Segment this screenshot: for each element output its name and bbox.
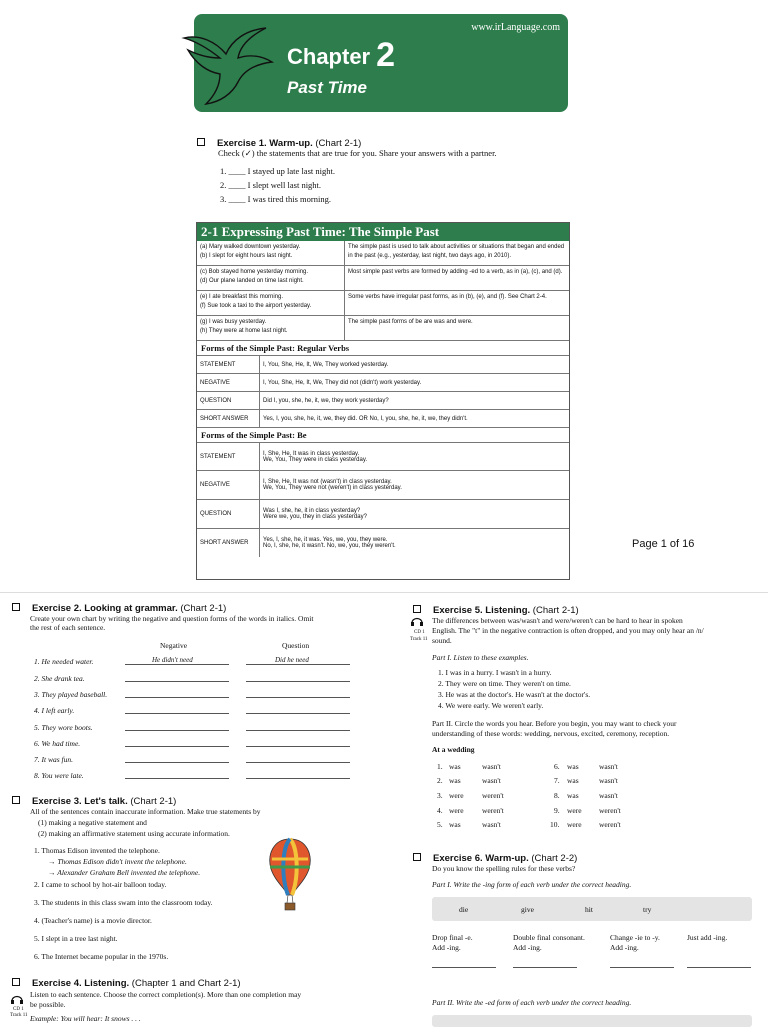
heading-label: Add -ing.: [432, 943, 461, 952]
verb-word: try: [643, 905, 652, 914]
exercise-6-line: Do you know the spelling rules for these verbs?: [432, 864, 576, 873]
swallow-logo-icon: [180, 20, 276, 106]
answer-blank[interactable]: [246, 762, 350, 763]
exercise-5-example: 1. I was in a hurry. I wasn't in a hurry.: [438, 668, 552, 677]
checkbox-icon: [12, 603, 20, 611]
answer-blank[interactable]: [125, 778, 229, 779]
exercise-2-item: 7. It was fun.: [34, 755, 73, 764]
choice-option[interactable]: weren't: [599, 820, 621, 829]
answer-blank[interactable]: [513, 967, 577, 968]
choice-option[interactable]: was: [449, 776, 461, 785]
heading-label: Just add -ing.: [687, 933, 728, 942]
example-question: Did he need: [275, 656, 309, 664]
checkbox-icon: [12, 978, 20, 986]
answer-blank[interactable]: [125, 713, 229, 714]
choice-option[interactable]: were: [449, 806, 464, 815]
choice-option[interactable]: were: [449, 791, 464, 800]
page-indicator: Page 1 of 16: [632, 538, 695, 550]
track-label: Track 11: [10, 1013, 28, 1018]
verb-word: hit: [585, 905, 593, 914]
exercise-2-item: 6. We had time.: [34, 739, 81, 748]
choice-option[interactable]: wasn't: [599, 791, 618, 800]
exercise-2-item: 1. He needed water.: [34, 657, 94, 666]
chart-row: (e) I ate breakfast this morning. (f) Sue took a taxi to the airport yesterday. Some verbs have irregular past forms, as in (b), (e), and (f). See Chart 2-4.: [197, 291, 569, 316]
choice-option[interactable]: was: [567, 762, 579, 771]
checkbox-icon: [197, 138, 205, 146]
exercise-5-part2: Part II. Circle the words you hear. Before you begin, you may want to check your: [432, 719, 677, 728]
exercise-4-example: Example: You will hear: It snows . . .: [30, 1014, 141, 1023]
at-a-wedding-heading: At a wedding: [432, 745, 475, 754]
answer-blank[interactable]: [125, 697, 229, 698]
section-heading: Forms of the Simple Past: Regular Verbs: [197, 341, 569, 356]
choice-option[interactable]: weren't: [482, 806, 504, 815]
exercise-2-item: 4. I left early.: [34, 706, 75, 715]
exercise-5-example: 4. We were early. We weren't early.: [438, 701, 544, 710]
exercise-5-example: 3. He was at the doctor's. He wasn't at the doctor's.: [438, 690, 591, 699]
heading-label: Add -ing.: [610, 943, 639, 952]
chart-row: (a) Mary walked downtown yesterday. (b) I slept for eight hours last night. The simple past is used to talk about activities or situations that began and ended in the past (e.g., yesterday, last night, two days ago, in 2010).: [197, 241, 569, 266]
exercise-1-item: 2. ____ I slept well last night.: [220, 180, 322, 190]
exercise-2-item: 2. She drank tea.: [34, 674, 85, 683]
chart-title: 2-1 Expressing Past Time: The Simple Past: [197, 223, 569, 241]
exercise-2-instruction: the rest of each sentence.: [30, 623, 106, 632]
checkbox-icon: [413, 853, 421, 861]
exercise-2-item: 3. They played baseball.: [34, 690, 108, 699]
choice-option[interactable]: was: [449, 762, 461, 771]
exercise-5-title: Exercise 5. Listening. (Chart 2-1): [413, 605, 579, 616]
answer-blank[interactable]: [246, 681, 350, 682]
cd-label: CD 1: [414, 630, 425, 635]
answer-blank[interactable]: [246, 664, 350, 665]
cd-label: CD 1: [13, 1007, 24, 1012]
answer-blank[interactable]: [246, 697, 350, 698]
verb-bank: [432, 1015, 752, 1027]
chapter-subtitle: Past Time: [287, 78, 368, 97]
section-heading: Forms of the Simple Past: Be: [197, 428, 569, 443]
exercise-6-part2: Part II. Write the -ed form of each verb under the correct heading.: [432, 998, 632, 1007]
item-number: 2.: [437, 776, 443, 785]
headphones-icon: [10, 992, 24, 1006]
item-number: 6.: [554, 762, 560, 771]
exercise-2-item: 8. You were late.: [34, 771, 84, 780]
choice-option[interactable]: were: [567, 806, 582, 815]
exercise-3-title: Exercise 3. Let's talk. (Chart 2-1): [12, 796, 176, 807]
choice-option[interactable]: was: [567, 776, 579, 785]
checkbox-icon: [413, 605, 421, 613]
exercise-3-item: 4. (Teacher's name) is a movie director.: [34, 916, 152, 925]
headphones-icon: [410, 614, 424, 628]
column-question: Question: [282, 641, 310, 650]
choice-option[interactable]: was: [567, 791, 579, 800]
exercise-3-item: 3. The students in this class swam into the classroom today.: [34, 898, 213, 907]
answer-blank[interactable]: [125, 730, 229, 731]
exercise-5-line: The differences between was/wasn't and were/weren't can be hard to hear in spoken: [432, 616, 683, 625]
choice-option[interactable]: was: [449, 820, 461, 829]
exercise-3-line: (2) making an affirmative statement using accurate information.: [38, 829, 230, 838]
exercise-2-title: Exercise 2. Looking at grammar. (Chart 2-1): [12, 603, 226, 614]
answer-blank[interactable]: [246, 746, 350, 747]
form-row: NEGATIVE I, She, He, It was not (wasn't) in class yesterday. We, You, They were not (weren't) in class yesterday.: [197, 471, 569, 500]
item-number: 1.: [437, 762, 443, 771]
answer-blank[interactable]: [125, 746, 229, 747]
choice-option[interactable]: wasn't: [482, 820, 501, 829]
answer-blank[interactable]: [246, 713, 350, 714]
choice-option[interactable]: weren't: [599, 806, 621, 815]
exercise-3-example: → Thomas Edison didn't invent the telephone.: [48, 857, 187, 866]
exercise-4-line: be possible.: [30, 1000, 66, 1009]
exercise-5-example: 2. They were on time. They weren't on time.: [438, 679, 571, 688]
exercise-1: Exercise 1. Warm-up. (Chart 2-1): [197, 138, 361, 149]
exercise-5-part1: Part I. Listen to these examples.: [432, 653, 529, 662]
chart-row: (c) Bob stayed home yesterday morning. (d) Our plane landed on time last night. Most simple past verbs are formed by adding -ed to a verb, as in (a), (c), and (d).: [197, 266, 569, 291]
answer-blank[interactable]: [246, 778, 350, 779]
grammar-chart-2-1: [196, 222, 570, 580]
exercise-3-line: All of the sentences contain inaccurate information. Make true statements by: [30, 807, 261, 816]
exercise-4-title: Exercise 4. Listening. (Chapter 1 and Chart 2-1): [12, 978, 241, 989]
heading-label: Add -ing.: [513, 943, 542, 952]
answer-blank[interactable]: [610, 967, 674, 968]
choice-option[interactable]: were: [567, 820, 582, 829]
item-number: 5.: [437, 820, 443, 829]
checkbox-icon: [12, 796, 20, 804]
exercise-3-item: 5. I slept in a tree last night.: [34, 934, 118, 943]
exercise-5-part2: understanding of these words: wedding, nervous, excited, ceremony, reception.: [432, 729, 670, 738]
exercise-1-item: 3. ____ I was tired this morning.: [220, 194, 331, 204]
form-row: QUESTION Did I, you, she, he, it, we, they work yesterday?: [197, 392, 569, 410]
answer-blank[interactable]: [125, 681, 229, 682]
form-row: QUESTION Was I, she, he, it in class yesterday? Were we, you, they in class yesterday?: [197, 500, 569, 529]
form-row: SHORT ANSWER Yes, I, you, she, he, it, we, they did. OR No, I, you, she, he, it, we, they didn't.: [197, 410, 569, 428]
heading-label: Change -ie to -y.: [610, 933, 660, 942]
form-row: STATEMENT I, She, He, It was in class yesterday. We, You, They were in class yesterday.: [197, 443, 569, 471]
example-negative: He didn't need: [152, 656, 193, 664]
form-row: SHORT ANSWER Yes, I, she, he, it was. Yes, we, you, they were. No, I, she, he, it wasn't. No, we, you, they weren't.: [197, 529, 569, 557]
choice-option[interactable]: wasn't: [482, 762, 501, 771]
item-number: 7.: [554, 776, 560, 785]
hot-air-balloon-illustration: [265, 837, 315, 911]
answer-blank[interactable]: [432, 967, 496, 968]
exercise-2-instruction: Create your own chart by writing the negative and question forms of the words in italics. Omit: [30, 614, 314, 623]
answer-blank[interactable]: [125, 664, 229, 665]
item-number: 10.: [550, 820, 560, 829]
exercise-3-example: → Alexander Graham Bell invented the telephone.: [48, 868, 201, 877]
column-negative: Negative: [160, 641, 188, 650]
form-row: NEGATIVE I, You, She, He, It, We, They did not (didn't) work yesterday.: [197, 374, 569, 392]
exercise-1-item: 1. ____ I stayed up late last night.: [220, 166, 335, 176]
exercise-2-item: 5. They wore boots.: [34, 723, 93, 732]
verb-word: give: [521, 905, 534, 914]
answer-blank[interactable]: [687, 967, 751, 968]
exercise-6-title: Exercise 6. Warm-up. (Chart 2-2): [413, 853, 577, 864]
chapter-banner: [194, 14, 568, 112]
exercise-3-item: 6. The Internet became popular in the 1970s.: [34, 952, 169, 961]
verb-word: die: [459, 905, 469, 914]
exercise-3-line: (1) making a negative statement and: [38, 818, 147, 827]
choice-option[interactable]: wasn't: [599, 762, 618, 771]
chapter-title: Chapter 2: [287, 36, 396, 74]
site-url: www.irLanguage.com: [471, 22, 560, 33]
choice-option[interactable]: wasn't: [599, 776, 618, 785]
chart-row: (g) I was busy yesterday. (h) They were at home last night. The simple past forms of be are was and were.: [197, 316, 569, 341]
exercise-5-line: sound.: [432, 636, 452, 645]
heading-label: Drop final -e.: [432, 933, 473, 942]
exercise-1-instruction: Check (✓) the statements that are true for you. Share your answers with a partner.: [218, 148, 497, 158]
track-label: Track 11: [410, 637, 428, 642]
heading-label: Double final consonant.: [513, 933, 585, 942]
item-number: 8.: [554, 791, 560, 800]
exercise-4-line: Listen to each sentence. Choose the correct completion(s). More than one completion may: [30, 990, 302, 999]
item-number: 4.: [437, 806, 443, 815]
exercise-3-item: 1. Thomas Edison invented the telephone.: [34, 846, 160, 855]
choice-option[interactable]: wasn't: [482, 776, 501, 785]
answer-blank[interactable]: [125, 762, 229, 763]
item-number: 9.: [554, 806, 560, 815]
answer-blank[interactable]: [246, 730, 350, 731]
form-row: STATEMENT I, You, She, He, It, We, They worked yesterday.: [197, 356, 569, 374]
choice-option[interactable]: weren't: [482, 791, 504, 800]
exercise-5-line: English. The "t" in the negative contraction is often dropped, and you may only hear an /n/: [432, 626, 704, 635]
item-number: 3.: [437, 791, 443, 800]
exercise-3-item: 2. I came to school by hot-air balloon today.: [34, 880, 167, 889]
exercise-6-part1: Part I. Write the -ing form of each verb under the correct heading.: [432, 880, 632, 889]
